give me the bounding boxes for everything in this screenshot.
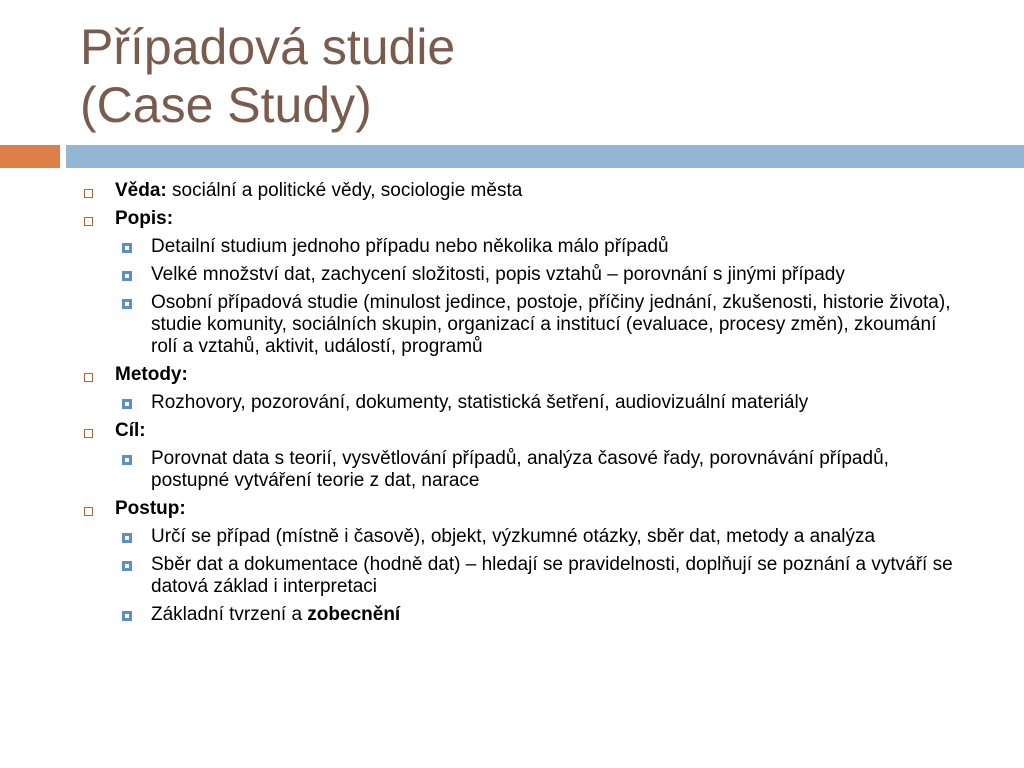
filled-square-bullet-icon (122, 455, 132, 465)
accent-bar-orange (0, 145, 60, 168)
bullet-label: Věda: (115, 180, 167, 201)
sub-bullet-text: Určí se případ (místně i časově), objekt, výzkumné otázky, sběr dat, metody a analýza (151, 526, 876, 547)
bullet-text: sociální a politické vědy, sociologie města (166, 180, 523, 201)
bullet-popis (78, 208, 978, 230)
filled-square-bullet-icon (122, 299, 132, 309)
bullet-metody (78, 364, 978, 386)
bullet-cil (78, 420, 978, 442)
bullet-label: Popis: (115, 208, 174, 229)
filled-square-bullet-icon (122, 243, 132, 253)
sub-bullet (78, 264, 963, 286)
sub-bullet-text: Osobní případová studie (minulost jedince, postoje, příčiny jednání, zkušenosti, historie života), studie komunity, sociálních skupin, organizací a institucí (evaluace, procesy změn), zkoumání rolí a vztahů, aktivit, událostí, programů (151, 292, 951, 357)
sub-bullet-text: Velké množství dat, zachycení složitosti, popis vztahů – porovnání s jinými případy (151, 264, 845, 285)
square-bullet-icon (84, 373, 93, 382)
sub-bullet (78, 554, 963, 598)
square-bullet-icon (84, 189, 93, 198)
bullet-label: Cíl: (115, 420, 146, 441)
title-line-1: Případová studie (80, 19, 456, 75)
filled-square-bullet-icon (122, 561, 132, 571)
sub-bullet-text: Rozhovory, pozorování, dokumenty, statistická šetření, audiovizuální materiály (151, 392, 809, 413)
sub-bullet-text: Sběr dat a dokumentace (hodně dat) – hledají se pravidelnosti, doplňují se poznání a vytváří se datová základ i interpretaci (151, 554, 953, 597)
sub-bullet-text: Základní tvrzení a (151, 604, 308, 625)
square-bullet-icon (84, 507, 93, 516)
square-bullet-icon (84, 429, 93, 438)
filled-square-bullet-icon (122, 271, 132, 281)
bullet-label: Postup: (115, 498, 186, 519)
filled-square-bullet-icon (122, 399, 132, 409)
sub-bullet (78, 392, 963, 414)
square-bullet-icon (84, 217, 93, 226)
title-line-2: (Case Study) (80, 77, 372, 133)
sub-bullet (78, 526, 963, 548)
sub-bullet-text: Detailní studium jednoho případu nebo několika málo případů (151, 236, 669, 257)
sub-bullet (78, 236, 963, 258)
bullet-veda (78, 180, 978, 202)
slide-title (80, 18, 455, 134)
sub-bullet (78, 604, 963, 626)
bullet-label: Metody: (115, 364, 188, 385)
filled-square-bullet-icon (122, 533, 132, 543)
bullet-list (78, 180, 978, 632)
sub-bullet-emphasis: zobecnění (307, 604, 401, 625)
bullet-postup (78, 498, 978, 520)
sub-bullet (78, 292, 963, 358)
accent-bar-blue (66, 145, 1024, 168)
sub-bullet-text: Porovnat data s teorií, vysvětlování případů, analýza časové řady, porovnávání případů, postupné vytváření teorie z dat, narace (151, 448, 889, 491)
filled-square-bullet-icon (122, 611, 132, 621)
sub-bullet (78, 448, 963, 492)
